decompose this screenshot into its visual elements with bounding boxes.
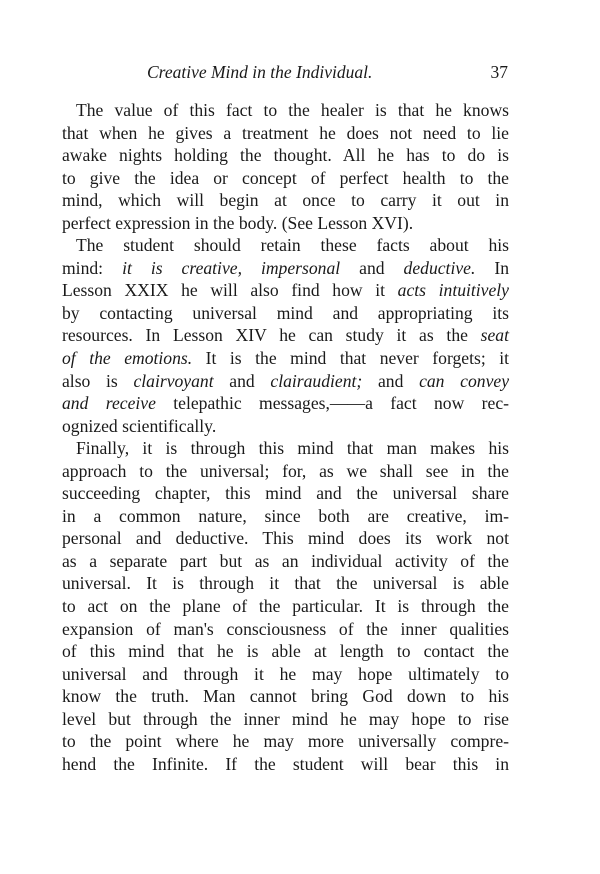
text-line (62, 640, 509, 663)
italic-text: acts intuitively (397, 280, 509, 301)
text-segment: ognized scientifically. (62, 415, 217, 436)
text-segment: know the truth. Man cannot bring God down to his (62, 686, 509, 707)
text-line (62, 212, 509, 235)
text-line (62, 572, 509, 595)
text-segment: personal and deductive. This mind does its work not (62, 528, 509, 549)
text-segment: resources. In Lesson XIV he can study it as the (62, 325, 481, 346)
text-line (62, 234, 509, 257)
text-line (62, 618, 509, 641)
text-segment: Finally, it is through this mind that man makes his (76, 438, 509, 459)
text-segment: universal and through it he may hope ultimately to (62, 663, 509, 684)
text-segment: also is (62, 370, 134, 391)
text-segment: and (213, 370, 271, 391)
text-line (62, 392, 509, 415)
text-segment: to act on the plane of the particular. It is through the (62, 596, 509, 617)
running-title: Creative Mind in the Individual. (147, 62, 373, 82)
text-line (62, 324, 509, 347)
text-segment: to the point where he may more universally compre- (62, 731, 509, 752)
text-line (62, 595, 509, 618)
text-segment: level but through the inner mind he may hope to rise (62, 708, 509, 729)
text-line (62, 415, 509, 438)
text-segment: Lesson XXIX he will also find how it (62, 280, 398, 301)
text-line (62, 370, 509, 393)
text-line (62, 302, 509, 325)
paragraph (62, 99, 509, 234)
text-segment: expansion of man's consciousness of the inner qualities (62, 618, 509, 639)
text-line (62, 550, 509, 573)
paragraph (62, 234, 509, 437)
text-segment: mind, which will begin at once to carry it out in (62, 190, 509, 211)
paragraph (62, 437, 509, 775)
text-segment: approach to the universal; for, as we shall see in the (62, 460, 509, 481)
text-segment: universal. It is through it that the universal is able (62, 573, 509, 594)
text-line (62, 189, 509, 212)
running-header (62, 62, 508, 86)
text-line (62, 685, 509, 708)
text-segment: The value of this fact to the healer is that he knows (76, 100, 509, 120)
text-line (62, 347, 509, 370)
text-segment: by contacting universal mind and appropriating its (62, 302, 509, 323)
text-segment: in a common nature, since both are creative, im- (62, 505, 509, 526)
text-segment: to give the idea or concept of perfect health to the (62, 167, 509, 188)
text-line (62, 730, 509, 753)
text-segment: The student should retain these facts about his (76, 235, 509, 256)
italic-text: seat (480, 325, 509, 346)
text-line (62, 708, 509, 731)
text-line (62, 279, 509, 302)
text-line (62, 167, 509, 190)
text-line (62, 753, 509, 776)
text-segment: that when he gives a treatment he does not need to lie (62, 122, 509, 143)
text-line (62, 257, 509, 280)
italic-text: of the emotions. (62, 348, 193, 369)
text-segment: It is the mind that never forgets; it (192, 348, 509, 369)
text-line (62, 482, 509, 505)
italic-text: deductive. (403, 257, 476, 278)
text-segment: awake nights holding the thought. All he has to do is (62, 145, 509, 166)
text-segment: and (362, 370, 420, 391)
text-segment: succeeding chapter, this mind and the universal share (62, 483, 509, 504)
text-line (62, 144, 509, 167)
text-line (62, 663, 509, 686)
italic-text: clairaudient; (270, 370, 363, 391)
text-segment: perfect expression in the body. (See Lesson XVI). (62, 212, 414, 233)
text-line (62, 460, 509, 483)
text-line (62, 122, 509, 145)
italic-text: clairvoyant (133, 370, 214, 391)
italic-text: and receive (62, 393, 156, 414)
body-text (62, 99, 509, 775)
text-segment: telepathic messages,——a fact now rec- (155, 393, 510, 414)
text-segment: of this mind that he is able at length to contact the (62, 641, 509, 662)
text-line (62, 437, 509, 460)
text-segment: as a separate part but as an individual activity of the (62, 550, 509, 571)
text-segment: In (475, 257, 510, 278)
italic-text: it is creative, impersonal (122, 257, 341, 278)
italic-text: can convey (419, 370, 510, 391)
text-line (62, 99, 509, 122)
text-line (62, 505, 509, 528)
page-number: 37 (490, 62, 508, 82)
text-segment: and (340, 257, 404, 278)
text-segment: hend the Infinite. If the student will bear this in (62, 753, 509, 774)
text-segment: mind: (62, 257, 123, 278)
text-line (62, 527, 509, 550)
